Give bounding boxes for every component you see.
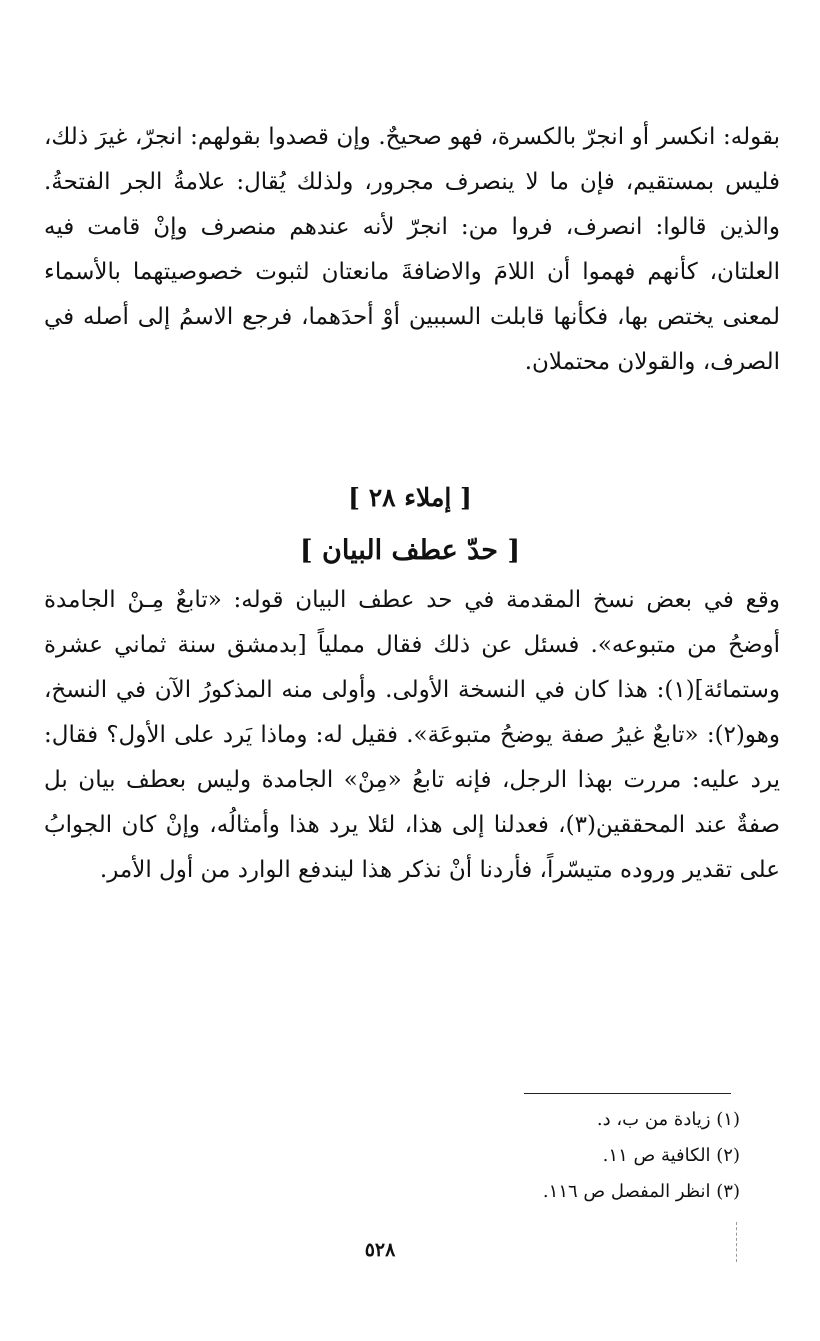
footnote-3: (٣) انظر المفصل ص ١١٦. bbox=[542, 1181, 740, 1202]
footnote-2: (٢) الكافية ص ١١. bbox=[602, 1145, 740, 1166]
page-number: ٥٢٨ bbox=[364, 1239, 396, 1261]
dictation-heading: [ إملاء ٢٨ ] bbox=[348, 483, 472, 512]
footnotes-list bbox=[300, 1102, 740, 1210]
footnote-1: (١) زيادة من ب، د. bbox=[596, 1109, 740, 1130]
footnote-separator bbox=[524, 1093, 731, 1094]
body-paragraph-2: وقع في بعض نسخ المقدمة في حد عطف البيان قوله: «تابعٌ مِـنْ الجامدة أوضحُ من متبوعه». فسئل عن ذلك فقال مملياً [بدمشق سنة ثماني عشرة وستمائة](١): هذا كان في النسخة الأولى. وأولى منه المذكورُ الآن في النسخ، وهو(٢): «تابعٌ غيرُ صفة يوضحُ متبوعَة». فقيل له: وماذا يَرد على الأول؟ فقال: يرد عليه: مررت بهذا الرجل، فإنه تابعُ «مِنْ» الجامدة وليس بعطف بيان بل صفةٌ عند المحققين(٣)، فعدلنا إلى هذا، لئلا يرد هذا وأمثالُه، وإنْ كان الجوابُ على تقدير وروده متيسّراً، فأردنا أنْ نذكر هذا ليندفع الوارد من أول الأمر. bbox=[44, 587, 780, 883]
section-title: [ حدّ عطف البيان ] bbox=[299, 535, 521, 566]
body-paragraph-1: بقوله: انكسر أو انجرّ بالكسرة، فهو صحيحٌ. وإن قصدوا بقولهم: انجرّ، غيرَ ذلك، فليس بمستقيم، فإن ما لا ينصرف مجرور، ولذلك يُقال: علامةُ الجر الفتحةُ. والذين قالوا: انصرف، فروا من: انجرّ لأنه عندهم منصرف وإنْ قامت فيه العلتان، كأنهم فهموا أن اللامَ والاضافةَ مانعتان لثبوت خصوصيتهما بالأسماء لمعنى يختص بها، فكأنها قابلت السببين أوْ أحدَهما، فرجع الاسمُ إلى أصله في الصرف، والقولان محتملان. bbox=[44, 124, 780, 375]
scan-edge-mark bbox=[736, 1222, 737, 1262]
